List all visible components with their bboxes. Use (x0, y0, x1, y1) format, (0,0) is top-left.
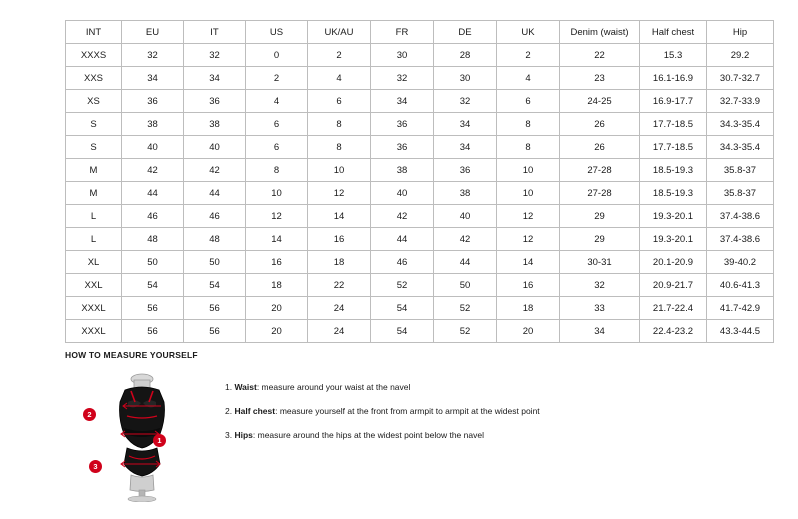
size-value-cell: 29.2 (707, 44, 774, 67)
size-value-cell: 48 (122, 228, 184, 251)
column-header: Hip (707, 21, 774, 44)
size-value-cell: 21.7-22.4 (640, 297, 707, 320)
size-value-cell: 22 (560, 44, 640, 67)
size-value-cell: 44 (184, 182, 246, 205)
size-value-cell: 36 (122, 90, 184, 113)
size-value-cell: 52 (434, 297, 497, 320)
column-header: Denim (waist) (560, 21, 640, 44)
size-value-cell: 18.5-19.3 (640, 159, 707, 182)
size-value-cell: 40 (122, 136, 184, 159)
size-value-cell: 17.7-18.5 (640, 113, 707, 136)
measure-instruction (225, 382, 733, 392)
size-value-cell: 34 (434, 136, 497, 159)
size-value-cell: 10 (308, 159, 371, 182)
table-row (66, 297, 774, 320)
measure-instruction (225, 406, 733, 416)
size-value-cell: 28 (434, 44, 497, 67)
size-label-cell: M (66, 182, 122, 205)
how-to-measure-body (65, 372, 733, 502)
size-value-cell: 56 (184, 297, 246, 320)
size-value-cell: 18 (497, 297, 560, 320)
size-value-cell: 16 (497, 274, 560, 297)
size-value-cell: 44 (434, 251, 497, 274)
size-value-cell: 24-25 (560, 90, 640, 113)
size-value-cell: 8 (308, 113, 371, 136)
instruction-text: : measure around your waist at the navel (256, 382, 411, 392)
size-value-cell: 38 (122, 113, 184, 136)
table-header-row (66, 21, 774, 44)
size-value-cell: 52 (434, 320, 497, 343)
size-value-cell: 52 (371, 274, 434, 297)
size-value-cell: 41.7-42.9 (707, 297, 774, 320)
table-row (66, 67, 774, 90)
size-value-cell: 4 (308, 67, 371, 90)
size-label-cell: XS (66, 90, 122, 113)
size-value-cell: 35.8-37 (707, 182, 774, 205)
size-label-cell: L (66, 228, 122, 251)
size-value-cell: 10 (497, 159, 560, 182)
size-value-cell: 26 (560, 113, 640, 136)
table-row (66, 113, 774, 136)
instruction-term: Half chest (234, 406, 276, 417)
size-label-cell: XXXL (66, 320, 122, 343)
size-label-cell: L (66, 205, 122, 228)
instruction-term: Hips (234, 430, 253, 441)
size-value-cell: 50 (184, 251, 246, 274)
size-value-cell: 20 (246, 320, 308, 343)
size-value-cell: 32 (122, 44, 184, 67)
size-value-cell: 12 (497, 205, 560, 228)
size-value-cell: 38 (371, 159, 434, 182)
size-value-cell: 38 (184, 113, 246, 136)
table-row (66, 320, 774, 343)
table-row (66, 205, 774, 228)
size-value-cell: 24 (308, 297, 371, 320)
size-value-cell: 56 (122, 297, 184, 320)
instruction-number: 2. (225, 406, 233, 417)
table-row (66, 90, 774, 113)
size-value-cell: 46 (184, 205, 246, 228)
size-value-cell: 12 (246, 205, 308, 228)
size-value-cell: 46 (122, 205, 184, 228)
table-body (66, 44, 774, 343)
size-value-cell: 48 (184, 228, 246, 251)
size-value-cell: 0 (246, 44, 308, 67)
size-value-cell: 10 (246, 182, 308, 205)
size-label-cell: M (66, 159, 122, 182)
size-value-cell: 18 (308, 251, 371, 274)
size-value-cell: 22.4-23.2 (640, 320, 707, 343)
column-header: INT (66, 21, 122, 44)
column-header: EU (122, 21, 184, 44)
instruction-number: 1. (225, 382, 233, 392)
size-value-cell: 20.9-21.7 (640, 274, 707, 297)
size-value-cell: 34 (371, 90, 434, 113)
size-value-cell: 10 (497, 182, 560, 205)
column-header: DE (434, 21, 497, 44)
size-value-cell: 46 (371, 251, 434, 274)
size-value-cell: 54 (122, 274, 184, 297)
size-value-cell: 42 (371, 205, 434, 228)
size-label-cell: S (66, 113, 122, 136)
size-value-cell: 12 (497, 228, 560, 251)
size-value-cell: 56 (184, 320, 246, 343)
size-value-cell: 32 (560, 274, 640, 297)
size-value-cell: 19.3-20.1 (640, 205, 707, 228)
size-value-cell: 50 (122, 251, 184, 274)
size-label-cell: XL (66, 251, 122, 274)
size-value-cell: 6 (497, 90, 560, 113)
size-value-cell: 26 (560, 136, 640, 159)
measure-badge-3: 3 (89, 460, 102, 473)
size-value-cell: 16 (246, 251, 308, 274)
size-value-cell: 34 (122, 67, 184, 90)
size-value-cell: 8 (246, 159, 308, 182)
size-value-cell: 42 (434, 228, 497, 251)
size-label-cell: XXL (66, 274, 122, 297)
size-label-cell: XXS (66, 67, 122, 90)
size-value-cell: 2 (308, 44, 371, 67)
column-header: UK (497, 21, 560, 44)
size-value-cell: 14 (497, 251, 560, 274)
size-value-cell: 36 (371, 113, 434, 136)
instruction-text: : measure around the hips at the widest point below the navel (252, 430, 484, 441)
how-to-measure-section (65, 350, 733, 502)
size-value-cell: 4 (497, 67, 560, 90)
size-value-cell: 30.7-32.7 (707, 67, 774, 90)
size-value-cell: 24 (308, 320, 371, 343)
table-row (66, 159, 774, 182)
size-value-cell: 30-31 (560, 251, 640, 274)
size-value-cell: 38 (434, 182, 497, 205)
size-value-cell: 40.6-41.3 (707, 274, 774, 297)
size-value-cell: 42 (122, 159, 184, 182)
size-value-cell: 42 (184, 159, 246, 182)
measure-instructions (225, 372, 733, 455)
size-value-cell: 29 (560, 205, 640, 228)
table-row (66, 274, 774, 297)
size-value-cell: 32 (371, 67, 434, 90)
table-row (66, 251, 774, 274)
size-value-cell: 27-28 (560, 159, 640, 182)
size-value-cell: 50 (434, 274, 497, 297)
size-value-cell: 40 (184, 136, 246, 159)
column-header: US (246, 21, 308, 44)
mannequin-figure (87, 372, 197, 502)
size-value-cell: 36 (371, 136, 434, 159)
size-value-cell: 34 (560, 320, 640, 343)
size-value-cell: 32 (184, 44, 246, 67)
size-value-cell: 43.3-44.5 (707, 320, 774, 343)
size-value-cell: 29 (560, 228, 640, 251)
size-value-cell: 34 (184, 67, 246, 90)
size-value-cell: 37.4-38.6 (707, 228, 774, 251)
instruction-number: 3. (225, 430, 233, 441)
size-label-cell: XXXS (66, 44, 122, 67)
size-value-cell: 20 (246, 297, 308, 320)
table-row (66, 182, 774, 205)
how-to-measure-title: HOW TO MEASURE YOURSELF (65, 350, 198, 360)
size-label-cell: XXXL (66, 297, 122, 320)
size-value-cell: 12 (308, 182, 371, 205)
measure-badge-1: 1 (153, 434, 166, 447)
size-value-cell: 17.7-18.5 (640, 136, 707, 159)
size-value-cell: 2 (246, 67, 308, 90)
size-value-cell: 36 (184, 90, 246, 113)
size-value-cell: 6 (308, 90, 371, 113)
instruction-term: Waist (234, 382, 257, 392)
size-chart-container (65, 20, 761, 343)
size-value-cell: 22 (308, 274, 371, 297)
size-value-cell: 20.1-20.9 (640, 251, 707, 274)
size-value-cell: 8 (497, 113, 560, 136)
size-value-cell: 44 (371, 228, 434, 251)
table-header (66, 21, 774, 44)
size-value-cell: 6 (246, 113, 308, 136)
size-value-cell: 8 (497, 136, 560, 159)
size-value-cell: 14 (246, 228, 308, 251)
instruction-text: : measure yourself at the front from armpit to armpit at the widest point (275, 406, 540, 417)
size-value-cell: 18 (246, 274, 308, 297)
size-value-cell: 16.9-17.7 (640, 90, 707, 113)
size-value-cell: 19.3-20.1 (640, 228, 707, 251)
size-value-cell: 27-28 (560, 182, 640, 205)
size-value-cell: 18.5-19.3 (640, 182, 707, 205)
table-row (66, 228, 774, 251)
table-row (66, 44, 774, 67)
size-value-cell: 39-40.2 (707, 251, 774, 274)
size-value-cell: 56 (122, 320, 184, 343)
size-value-cell: 36 (434, 159, 497, 182)
size-value-cell: 35.8-37 (707, 159, 774, 182)
size-value-cell: 30 (371, 44, 434, 67)
size-value-cell: 8 (308, 136, 371, 159)
column-header: IT (184, 21, 246, 44)
size-value-cell: 16.1-16.9 (640, 67, 707, 90)
size-value-cell: 2 (497, 44, 560, 67)
size-label-cell: S (66, 136, 122, 159)
size-value-cell: 34.3-35.4 (707, 136, 774, 159)
size-value-cell: 33 (560, 297, 640, 320)
size-value-cell: 16 (308, 228, 371, 251)
size-value-cell: 23 (560, 67, 640, 90)
size-value-cell: 34 (434, 113, 497, 136)
size-conversion-table (65, 20, 774, 343)
size-value-cell: 4 (246, 90, 308, 113)
size-value-cell: 20 (497, 320, 560, 343)
size-value-cell: 30 (434, 67, 497, 90)
size-value-cell: 6 (246, 136, 308, 159)
table-row (66, 136, 774, 159)
size-value-cell: 44 (122, 182, 184, 205)
size-value-cell: 15.3 (640, 44, 707, 67)
measure-badge-2: 2 (83, 408, 96, 421)
size-value-cell: 14 (308, 205, 371, 228)
size-value-cell: 32 (434, 90, 497, 113)
size-value-cell: 54 (371, 297, 434, 320)
size-value-cell: 37.4-38.6 (707, 205, 774, 228)
size-value-cell: 32.7-33.9 (707, 90, 774, 113)
measure-instruction (225, 430, 733, 440)
size-value-cell: 40 (434, 205, 497, 228)
mannequin-illustration (87, 372, 197, 502)
column-header: Half chest (640, 21, 707, 44)
size-value-cell: 40 (371, 182, 434, 205)
column-header: FR (371, 21, 434, 44)
size-value-cell: 54 (184, 274, 246, 297)
column-header: UK/AU (308, 21, 371, 44)
size-value-cell: 34.3-35.4 (707, 113, 774, 136)
size-value-cell: 54 (371, 320, 434, 343)
